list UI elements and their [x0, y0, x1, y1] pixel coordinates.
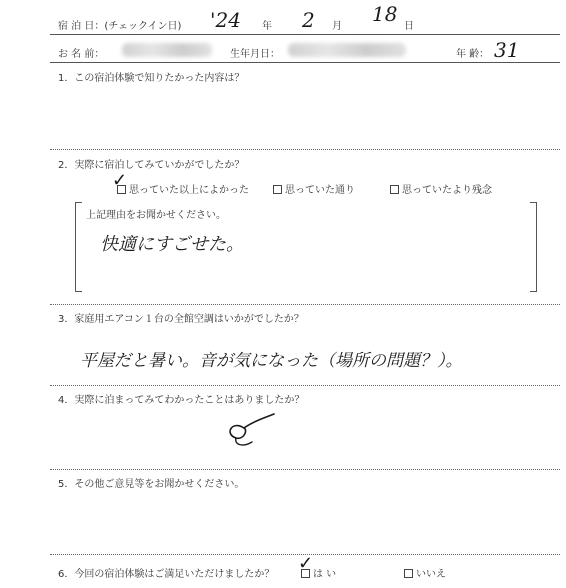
q2-option-2-checkbox[interactable] — [273, 185, 282, 194]
month-label: 月 — [332, 21, 342, 32]
q2-option-1 — [117, 181, 249, 196]
q2-question: 2．実際に宿泊してみていかがでしたか？ — [58, 160, 245, 171]
age-label: 年 齢： — [456, 49, 490, 60]
q1-divider — [50, 149, 560, 150]
q2-option-3 — [390, 181, 492, 196]
q4-scribble-mark — [222, 412, 282, 452]
day-value: 18 — [372, 2, 398, 26]
q2-option-3-checkbox[interactable] — [390, 185, 399, 194]
reason-label: 上記理由をお聞かせください。 — [86, 210, 226, 221]
q4-divider — [50, 469, 560, 470]
name-redacted — [122, 43, 212, 57]
q4-question: 4．実際に泊まってみてわかったことはありましたか？ — [58, 395, 305, 406]
header-rule-2 — [50, 62, 560, 63]
q6-yes-label: は い — [313, 569, 337, 580]
name-label: お 名 前： — [58, 49, 105, 60]
day-label: 日 — [404, 21, 414, 32]
reason-box-right-bracket — [530, 202, 537, 292]
q2-option-2-label: 思っていた通り — [285, 185, 355, 196]
q2-option-1-check-mark: ✓ — [112, 170, 128, 191]
stay-date-label: 宿 泊 日：(チェックイン日) — [58, 21, 182, 32]
birth-label: 生年月日： — [230, 49, 280, 60]
q2-divider — [50, 304, 560, 305]
q5-question: 5．その他ご意見等をお聞かせください。 — [58, 479, 245, 490]
year-value: '24 — [210, 8, 241, 32]
q3-divider — [50, 385, 560, 386]
q6-question: 6．今回の宿泊体験はご満足いただけましたか？ — [58, 569, 275, 580]
reason-box-left-bracket — [75, 202, 82, 292]
age-value: 31 — [494, 38, 520, 62]
q1-question: 1．この宿泊体験で知りたかった内容は？ — [58, 73, 245, 84]
q6-no-option — [404, 565, 446, 580]
q3-answer: 平屋だと暑い。音が気になった（場所の問題？）。 — [80, 351, 463, 371]
q3-question: 3．家庭用エアコン１台の全館空調はいかがでしたか？ — [58, 314, 304, 325]
q2-option-1-label: 思っていた以上によかった — [129, 185, 249, 196]
birth-redacted — [288, 43, 406, 57]
year-label: 年 — [262, 21, 272, 32]
header-rule-1 — [50, 34, 560, 35]
q2-option-3-label: 思っていたより残念 — [402, 185, 492, 196]
month-value: 2 — [302, 8, 315, 32]
q6-yes-check-mark: ✓ — [298, 553, 314, 574]
q6-no-checkbox[interactable] — [404, 569, 413, 578]
q2-option-2 — [273, 181, 355, 196]
q6-no-label: いいえ — [416, 569, 446, 580]
reason-answer: 快適にすごせた。 — [100, 234, 244, 255]
